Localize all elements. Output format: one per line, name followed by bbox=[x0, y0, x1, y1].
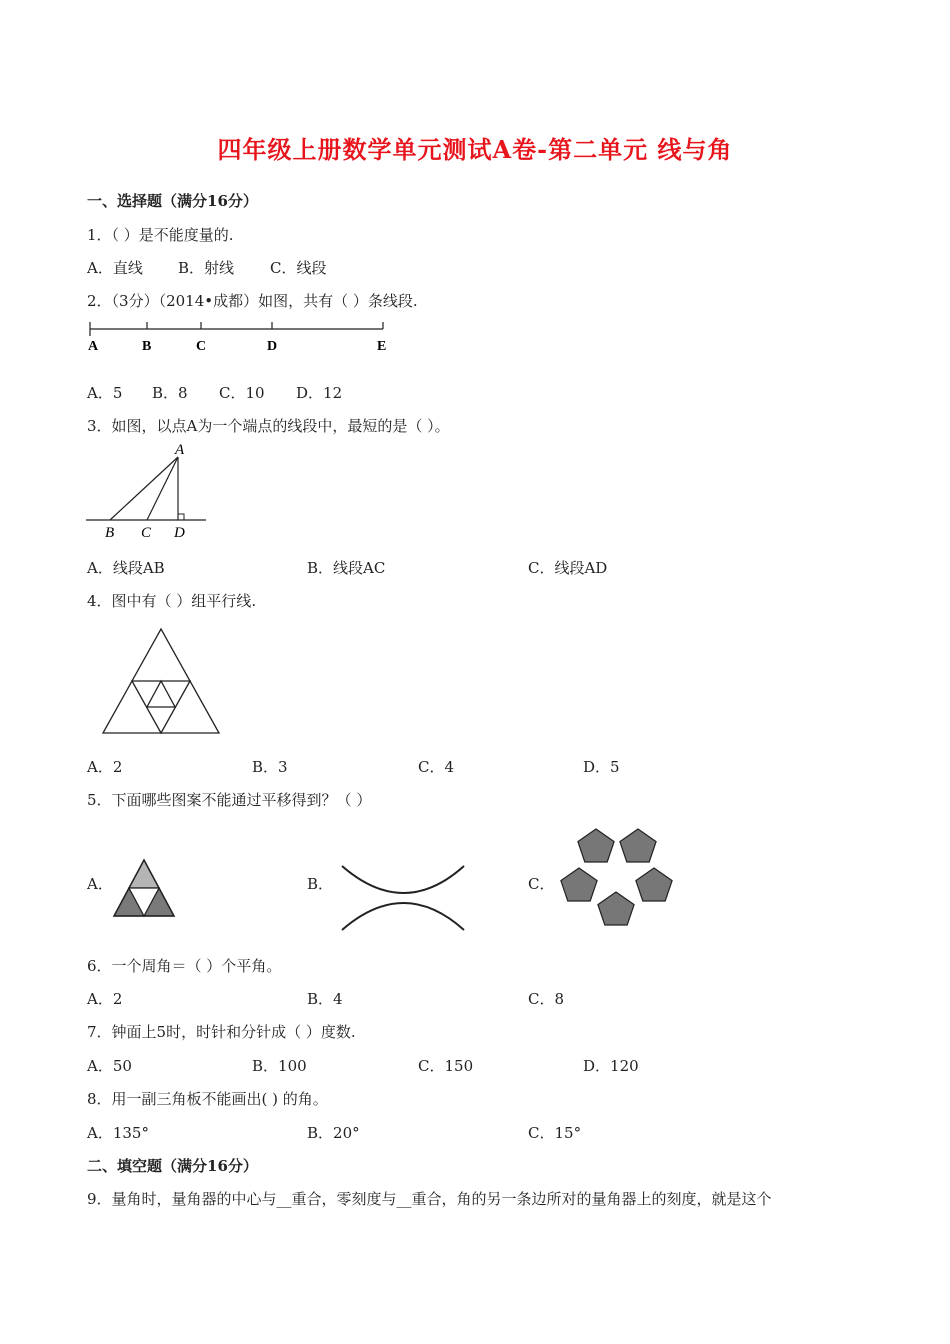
q2-option-c: C．10 bbox=[219, 384, 265, 402]
question-7: 7．钟面上5时，时针和分针成（ ）度数. bbox=[87, 1023, 356, 1041]
q3-option-a: A．线段AB bbox=[87, 559, 165, 577]
q6-option-b: B．4 bbox=[307, 990, 343, 1008]
point-label-b: B bbox=[142, 339, 152, 354]
page-title: 四年级上册数学单元测试A卷-第二单元 线与角 bbox=[217, 135, 733, 164]
point-label-c: C bbox=[141, 525, 152, 541]
q3-option-c: C．线段AD bbox=[528, 559, 608, 577]
question-3: 3．如图，以点A为一个端点的线段中，最短的是（ ）。 bbox=[87, 417, 450, 435]
q1-option-c: C．线段 bbox=[270, 259, 327, 277]
q5-option-b: B． bbox=[307, 875, 334, 893]
section-heading-choice: 一、选择题（满分16分） bbox=[87, 192, 258, 210]
question-2: 2．（3分）（2014•成都）如图，共有（ ）条线段. bbox=[87, 292, 418, 310]
q8-option-c: C．15° bbox=[528, 1124, 582, 1142]
q7-option-a: A．50 bbox=[87, 1057, 132, 1075]
question-9: 9．量角时，量角器的中心与__重合，零刻度与__重合，角的另一条边所对的量角器上的刻度，就是这个 bbox=[87, 1190, 772, 1208]
point-label-d: D bbox=[174, 525, 185, 541]
q2-option-d: D．12 bbox=[296, 384, 343, 402]
question-4: 4．图中有（ ）组平行线. bbox=[87, 592, 257, 610]
q5-option-a: A． bbox=[87, 875, 113, 893]
question-8: 8．用一副三角板不能画出( ) 的角。 bbox=[87, 1090, 328, 1108]
point-label-b: B bbox=[105, 525, 115, 541]
point-label-d: D bbox=[267, 339, 278, 354]
q7-option-d: D．120 bbox=[583, 1057, 639, 1075]
point-label-e: E bbox=[377, 339, 387, 354]
q2-option-b: B．8 bbox=[152, 384, 188, 402]
q4-option-c: C．4 bbox=[418, 758, 455, 776]
q6-option-c: C．8 bbox=[528, 990, 565, 1008]
q1-option-a: A．直线 bbox=[87, 259, 143, 277]
q8-option-b: B．20° bbox=[307, 1124, 360, 1142]
triangle-segments-figure bbox=[86, 440, 216, 545]
q6-option-a: A．2 bbox=[87, 990, 123, 1008]
q5-option-c: C． bbox=[528, 875, 555, 893]
segment-figure bbox=[86, 318, 396, 358]
q4-option-a: A．2 bbox=[87, 758, 123, 776]
question-1: 1．（ ）是不能度量的. bbox=[87, 226, 234, 244]
curved-arcs-pattern bbox=[338, 860, 468, 935]
question-6: 6．一个周角＝（ ）个平角。 bbox=[87, 957, 282, 975]
section-heading-fill-in: 二、填空题（满分16分） bbox=[87, 1157, 258, 1175]
q7-option-b: B．100 bbox=[252, 1057, 307, 1075]
q3-option-b: B．线段AC bbox=[307, 559, 386, 577]
point-label-a: A bbox=[175, 442, 185, 458]
q8-option-a: A．135° bbox=[87, 1124, 149, 1142]
q7-option-c: C．150 bbox=[418, 1057, 474, 1075]
q4-option-b: B．3 bbox=[252, 758, 288, 776]
q1-option-b: B．射线 bbox=[178, 259, 235, 277]
pentagon-ring-pattern bbox=[555, 826, 680, 936]
question-5: 5．下面哪些图案不能通过平移得到？（ ） bbox=[87, 791, 372, 809]
shaded-triangle-pattern bbox=[112, 858, 177, 933]
point-label-c: C bbox=[196, 339, 207, 354]
point-label-a: A bbox=[88, 339, 99, 354]
q4-option-d: D．5 bbox=[583, 758, 620, 776]
q2-option-a: A．5 bbox=[87, 384, 123, 402]
nested-triangle-figure bbox=[100, 626, 225, 736]
